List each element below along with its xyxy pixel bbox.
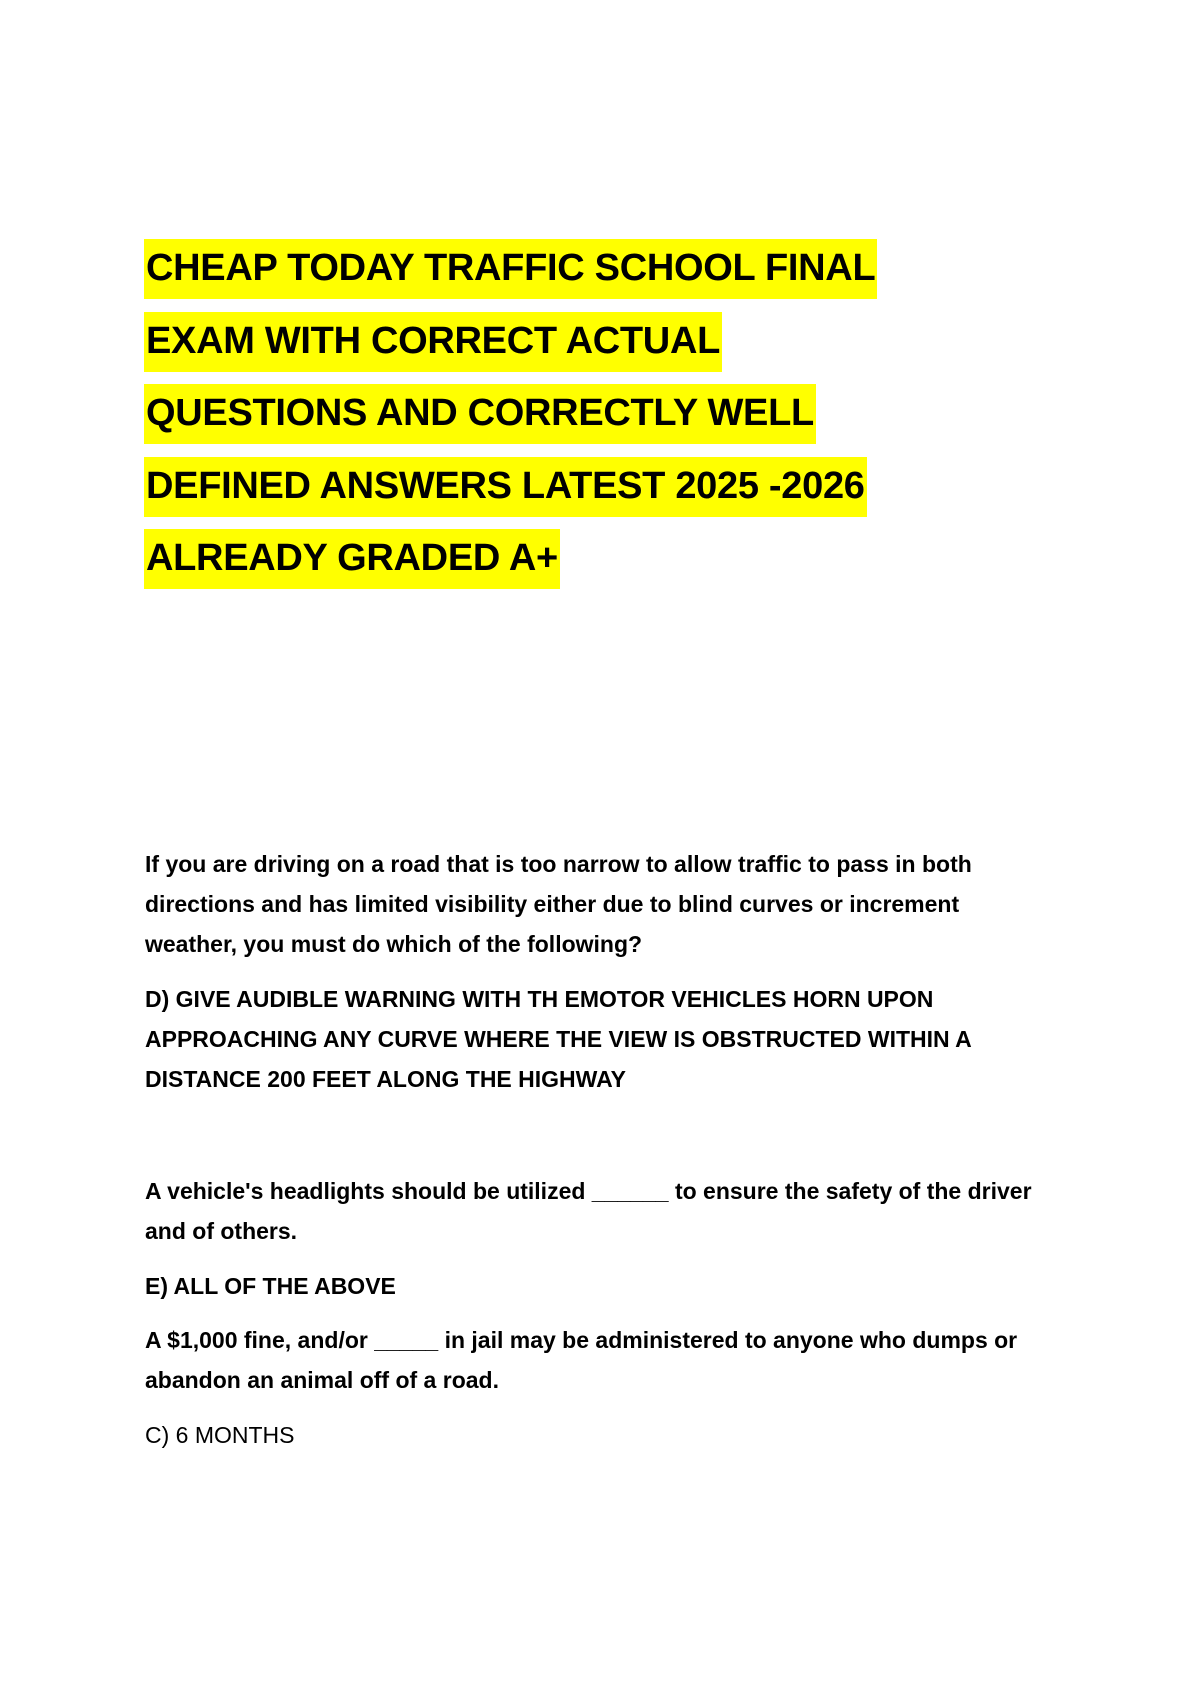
title-line: ALREADY GRADED A+ [144,529,560,589]
document-title [144,232,1044,595]
answer-text: C) 6 MONTHS [145,1422,295,1448]
title-line: CHEAP TODAY TRAFFIC SCHOOL FINAL [144,239,877,299]
title-line: DEFINED ANSWERS LATEST 2025 -2026 [144,457,867,517]
question-text: A $1,000 fine, and/or _____ in jail may be administered to anyone who dumps or abandon an animal off of a road. [145,1327,1018,1393]
question-text: If you are driving on a road that is too narrow to allow traffic to pass in both directions and has limited visibility either due to blind curves or increment weather, you must do which of the following? [145,851,972,957]
answer-text: D) GIVE AUDIBLE WARNING WITH TH EMOTOR VEHICLES HORN UPON APPROACHING ANY CURVE WHERE THE VIEW IS OBSTRUCTED WITHIN A DISTANCE 200 FEET ALONG THE HIGHWAY [145,986,971,1092]
title-line: QUESTIONS AND CORRECTLY WELL [144,384,816,444]
answer-text: E) ALL OF THE ABOVE [145,1273,396,1299]
qa-list [145,844,1045,1455]
title-line: EXAM WITH CORRECT ACTUAL [144,312,722,372]
question-text: A vehicle's headlights should be utilized ______ to ensure the safety of the driver and of others. [145,1178,1032,1244]
